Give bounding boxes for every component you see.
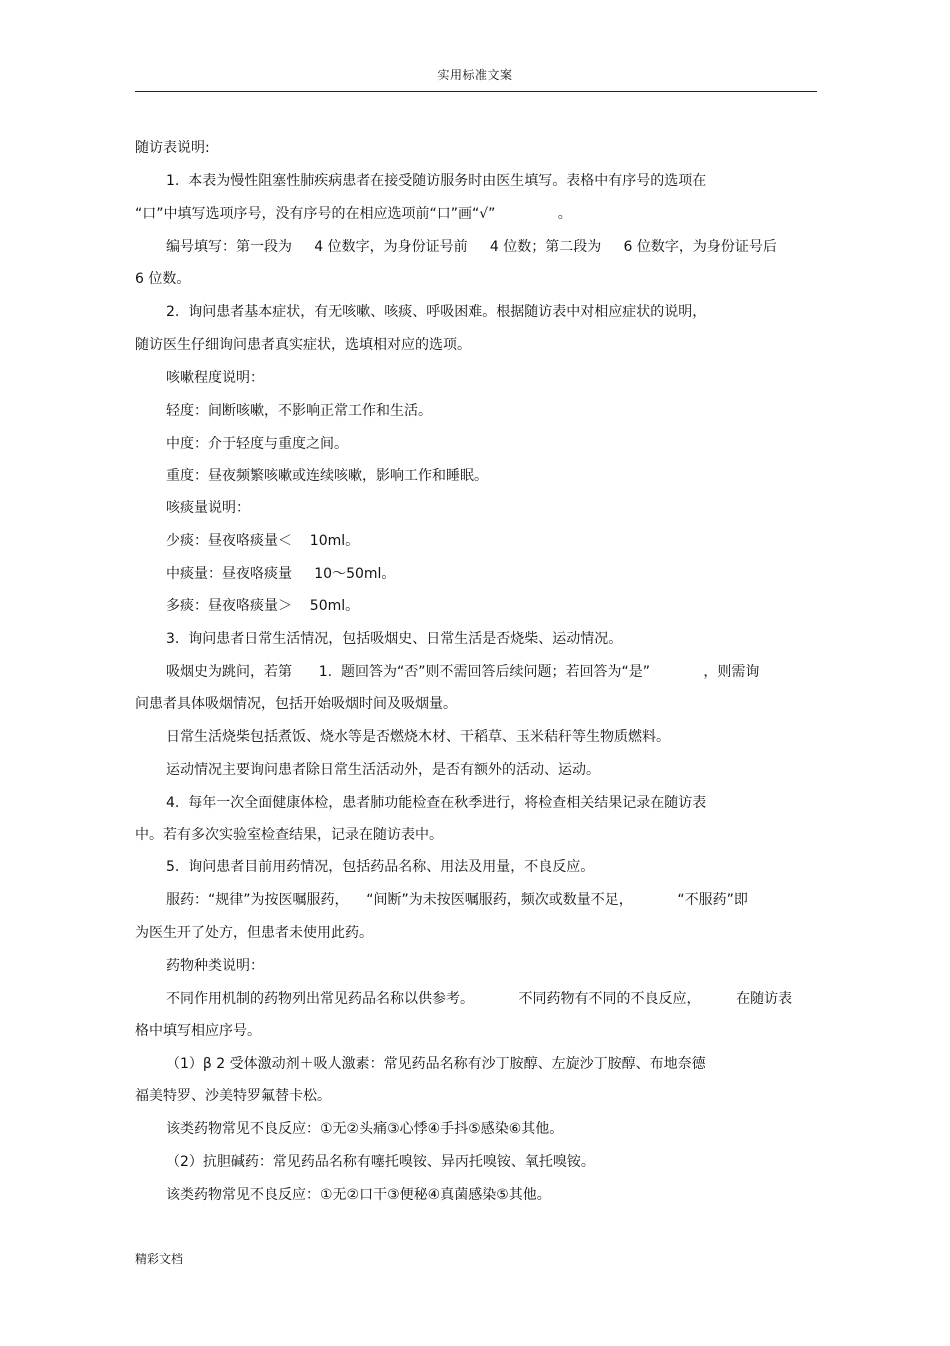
para-line: 6 位数。 bbox=[135, 271, 191, 287]
para-line: 药物种类说明： bbox=[166, 958, 264, 974]
para-line: 该类药物常见不良反应：①无②口干③便秘④真菌感染⑤其他。 bbox=[166, 1187, 551, 1203]
para-line: 中。若有多次实验室检查结果，记录在随访表中。 bbox=[135, 827, 443, 843]
para-line: 随访医生仔细询问患者真实症状，选填相对应的选项。 bbox=[135, 337, 471, 353]
para-line: 少痰：昼夜咯痰量＜ 10ml。 bbox=[166, 533, 360, 549]
para-line: 2. 询问患者基本症状，有无咳嗽、咳痰、呼吸困难。根据随访表中对相应症状的说明， bbox=[166, 304, 707, 320]
para-line: 为医生开了处方，但患者未使用此药。 bbox=[135, 925, 373, 941]
para-line: 编号填写：第一段为 4 位数字，为身份证号前 4 位数；第二段为 6 位数字，为身份证号后 bbox=[166, 239, 777, 255]
para-line: 福美特罗、沙美特罗氟替卡松。 bbox=[135, 1088, 331, 1104]
para-line: 咳嗽程度说明： bbox=[166, 370, 264, 386]
para-line: 服药：“规律”为按医嘱服药， “间断”为未按医嘱服药，频次或数量不足， “不服药”即 bbox=[166, 892, 748, 908]
para-line: （2）抗胆碱药：常见药品名称有噻托嗅铵、异丙托嗅铵、氧托嗅铵。 bbox=[166, 1154, 595, 1170]
para-line: （1）β 2 受体激动剂＋吸人激素：常见药品名称有沙丁胺醇、左旋沙丁胺醇、布地奈德 bbox=[166, 1056, 706, 1072]
para-line: 格中填写相应序号。 bbox=[135, 1023, 261, 1039]
para-line: 该类药物常见不良反应：①无②头痛③心悸④手抖⑤感染⑥其他。 bbox=[166, 1121, 564, 1137]
para-line: 问患者具体吸烟情况，包括开始吸烟时间及吸烟量。 bbox=[135, 696, 457, 712]
para-line: 中痰量：昼夜咯痰量 10～50ml。 bbox=[166, 566, 396, 582]
para-line: 中度：介于轻度与重度之间。 bbox=[166, 436, 348, 452]
section-title: 随访表说明: bbox=[135, 140, 210, 156]
para-line: 4. 每年一次全面健康体检，患者肺功能检查在秋季进行，将检查相关结果记录在随访表 bbox=[166, 795, 707, 811]
para-line: 重度：昼夜频繁咳嗽或连续咳嗽，影响工作和睡眠。 bbox=[166, 468, 488, 484]
para-line: 5. 询问患者目前用药情况，包括药品名称、用法及用量，不良反应。 bbox=[166, 859, 595, 875]
page-footer: 精彩文档 bbox=[135, 1252, 184, 1266]
para-line: 3. 询问患者日常生活情况，包括吸烟史、日常生活是否烧柴、运动情况。 bbox=[166, 631, 623, 647]
para-line: 咳痰量说明： bbox=[166, 500, 250, 516]
para-line: 1. 本表为慢性阻塞性肺疾病患者在接受随访服务时由医生填写。表格中有序号的选项在 bbox=[166, 173, 707, 189]
para-line: 不同作用机制的药物列出常见药品名称以供参考。 不同药物有不同的不良反应， 在随访表 bbox=[166, 991, 793, 1007]
para-line: 多痰：昼夜咯痰量＞ 50ml。 bbox=[166, 598, 360, 614]
para-line: 吸烟史为跳问，若第 1. 题回答为“否”则不需回答后续问题；若回答为“是” ，则需询 bbox=[166, 664, 760, 680]
para-line: “口”中填写选项序号，没有序号的在相应选项前“口”画“√” 。 bbox=[135, 206, 572, 222]
para-line: 日常生活烧柴包括煮饭、烧水等是否燃烧木材、干稻草、玉米秸秆等生物质燃料。 bbox=[166, 729, 670, 745]
page-header: 实用标准文案 bbox=[437, 68, 513, 82]
para-line: 运动情况主要询问患者除日常生活活动外，是否有额外的活动、运动。 bbox=[166, 762, 600, 778]
header-rule bbox=[135, 91, 817, 92]
para-line: 轻度：间断咳嗽，不影响正常工作和生活。 bbox=[166, 403, 432, 419]
